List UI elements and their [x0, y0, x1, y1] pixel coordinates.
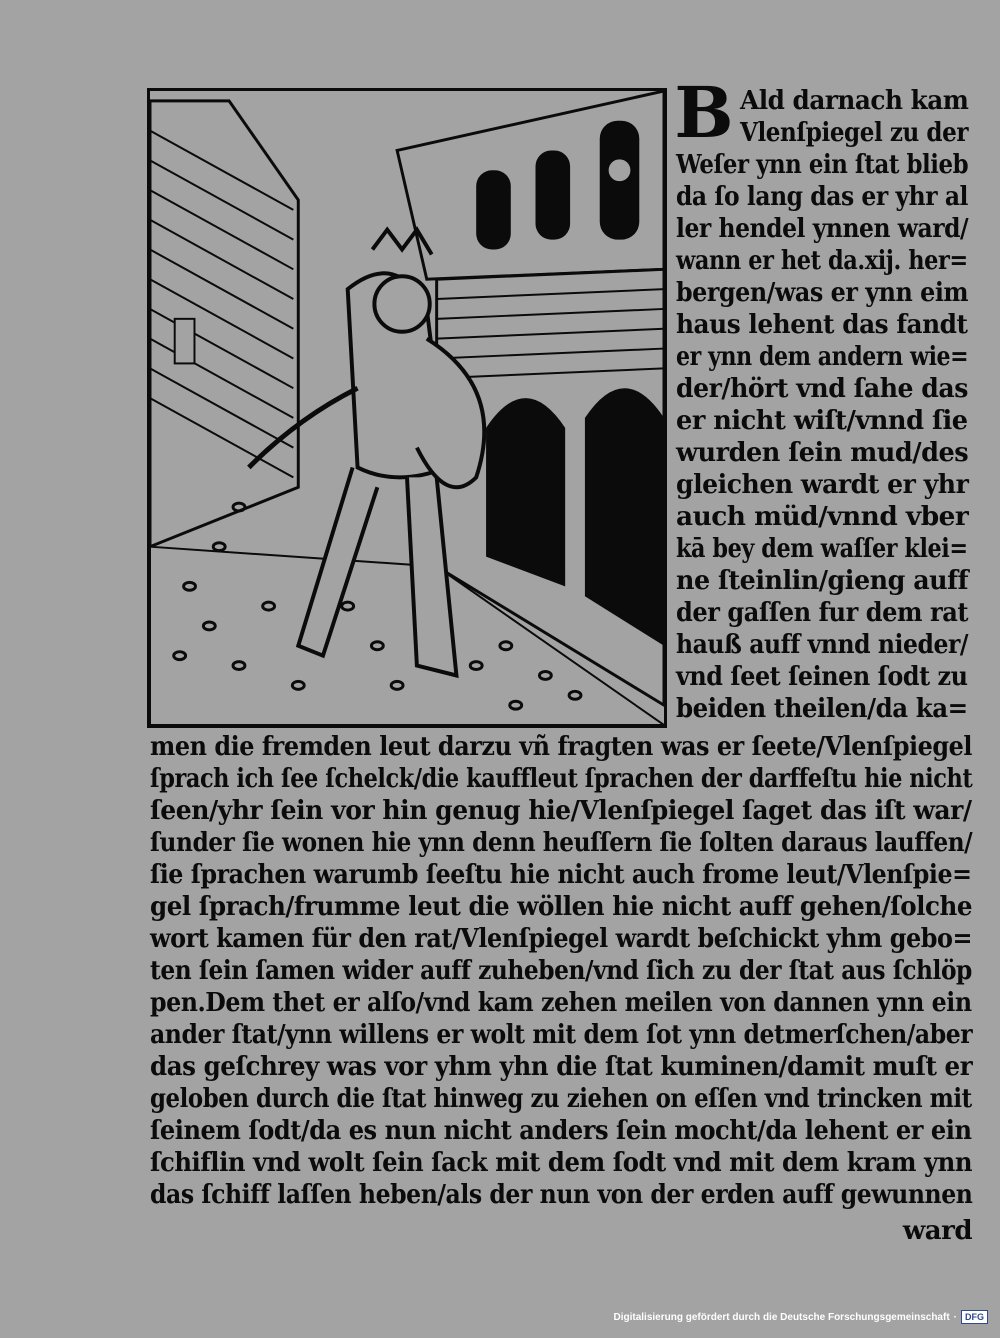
body-text-line: das geſchrey was vor yhm yhn die ſtat kuminen/damit muſt er	[150, 1052, 973, 1082]
side-text-line: Ald darnach kam	[740, 86, 969, 116]
catchword: ward	[902, 1216, 972, 1246]
side-text-line: auch müd/vnnd vber	[676, 502, 969, 532]
body-text-line: ſie ſprachen warumb ſeeſtu hie nicht auch frome leut/Vlenſpie=	[150, 860, 972, 890]
footer-credit-text: Digitalisierung gefördert durch die Deutsche Forschungsgemeinschaft	[613, 1311, 950, 1323]
side-text-line: kā bey dem waſſer klei=	[676, 534, 968, 564]
side-text-line: gleichen wardt er yhr	[676, 470, 969, 500]
body-text-line: wort kamen für den rat/Vlenſpiegel wardt beſchickt yhm gebo=	[150, 924, 973, 954]
side-text-line: ne ſteinlin/gieng auff	[676, 566, 969, 596]
side-text-line: der/hört vnd ſahe das	[676, 374, 968, 404]
side-text-line: vnd ſeet ſeinen ſodt zu	[676, 662, 968, 692]
body-text-line: ſunder ſie wonen hie ynn denn heuſſern ſie ſolten daraus lauffen/	[150, 828, 973, 858]
side-text-line: der gaſſen fur dem rat	[676, 598, 969, 628]
footer-separator: ·	[953, 1311, 957, 1323]
body-text-line: ander ſtat/ynn willens er wolt mit dem ſot ynn detmerſchen/aber	[150, 1020, 973, 1050]
side-text-line: da ſo lang das er yhr al	[676, 182, 969, 212]
side-text-line: beiden theilen/da ka=	[676, 694, 968, 724]
woodcut-illustration	[147, 88, 667, 728]
body-text-line: men die fremden leut darzu vñ fragten was er ſeete/Vlenſpiegel	[150, 732, 972, 762]
side-text-line: er ynn dem andern wie=	[676, 342, 969, 372]
digitization-credit	[613, 1310, 988, 1324]
side-text-line: wann er het da.xij. her=	[676, 246, 968, 276]
side-text-line: er nicht wiſt/vnnd ſie	[676, 406, 968, 436]
body-text-line: gel ſprach/frumme leut die wöllen hie nicht auff gehen/ſolche	[150, 892, 973, 922]
body-text-line: ſchiflin vnd wolt ſein ſack mit dem ſodt vnd mit dem kram ynn	[150, 1148, 973, 1178]
body-text-line: ten ſein ſamen wider auff zuheben/vnd ſich zu der ſtat aus ſchlöp	[150, 956, 972, 986]
side-text-line: ler hendel ynnen ward/	[676, 214, 969, 244]
side-text-line: Vlenſpiegel zu der	[740, 118, 969, 148]
drop-cap-initial: B	[674, 71, 734, 154]
dfg-logo-icon: DFG	[961, 1310, 988, 1324]
side-text-line: haus lehent das fandt	[676, 310, 968, 340]
body-text-line: ſeen/yhr ſein vor hin genug hie/Vlenſpiegel ſaget das iſt war/	[150, 796, 972, 826]
side-text-line: hauß auff vnnd nieder/	[676, 630, 969, 660]
body-text-line: ſprach ich ſee ſchelck/die kauffleut ſprachen der darffeſtu hie nicht	[150, 764, 973, 794]
side-text-line: bergen/was er ynn eim	[676, 278, 969, 308]
side-text-line: Weſer ynn ein ſtat blieb	[676, 150, 969, 180]
side-text-line: wurden ſein mud/des	[676, 438, 969, 468]
woodcut-svg	[150, 91, 664, 725]
body-text-line: pen.Dem thet er alſo/vnd kam zehen meilen von dannen ynn ein	[150, 988, 972, 1018]
body-text-line: geloben durch die ſtat hinweg zu ziehen on eſſen vnd trincken mit	[150, 1084, 972, 1114]
body-text-line: ſeinem ſodt/da es nun nicht anders ſein mocht/da lehent er ein	[150, 1116, 972, 1146]
body-text-line: das ſchiff laſſen heben/als der nun von der erden auff gewunnen	[150, 1180, 973, 1210]
